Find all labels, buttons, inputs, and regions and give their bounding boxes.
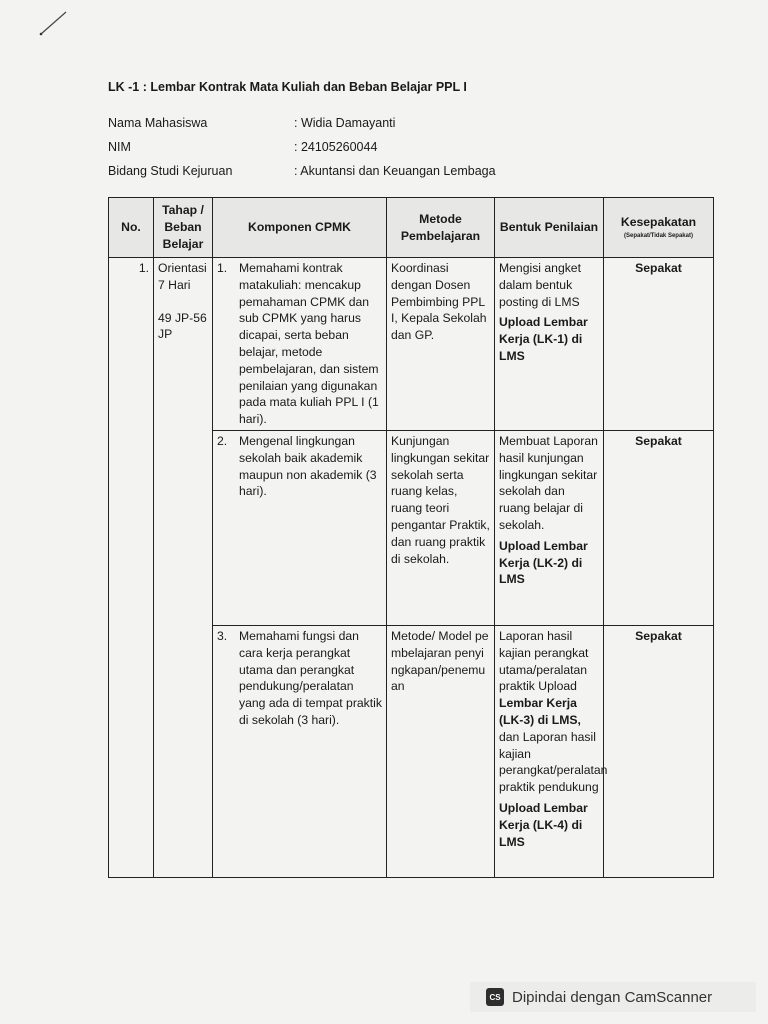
pen-stroke-mark <box>38 10 68 36</box>
bentuk-bold-text: Lembar Kerja (LK-3) di LMS, <box>499 696 581 727</box>
komponen-number: 3. <box>217 629 228 643</box>
bentuk-text: Membuat Laporan hasil kunjungan lingkungan sekitar sekolah dan ruang belajar di sekolah. <box>499 434 598 532</box>
bentuk-text: Laporan hasil kajian perangkat utama/peralatan praktik Upload <box>499 629 589 694</box>
header-kesepakatan-label: Kesepakatan <box>620 214 697 229</box>
bentuk-text: dan Laporan hasil kajian perangkat/peralatan praktik pendukung <box>499 729 608 795</box>
komponen-cell <box>213 258 387 431</box>
bentuk-upload-text: Upload Lembar Kerja (LK-1) di LMS <box>499 315 588 363</box>
metode-cell: Koordinasi dengan Dosen Pembimbing PPL I, Kepala Sekolah dan GP. <box>387 258 495 431</box>
info-value: : 24105260044 <box>294 140 378 154</box>
komponen-number: 2. <box>217 434 228 448</box>
info-value: : Akuntansi dan Keuangan Lembaga <box>294 164 496 178</box>
bentuk-cell <box>495 258 604 431</box>
info-label: NIM <box>108 140 131 154</box>
bentuk-text: Mengisi angket dalam bentuk posting di LMS <box>499 261 581 309</box>
kesepakatan-cell: Sepakat <box>604 258 714 431</box>
tahap-text: 49 JP-56 <box>158 310 207 325</box>
header-tahap: Tahap / Beban Belajar <box>154 198 213 258</box>
kesepakatan-cell: Sepakat <box>604 431 714 626</box>
header-kesepakatan-sub: (Sepakat/Tidak Sepakat) <box>624 233 693 240</box>
tahap-text: 7 Hari <box>158 277 191 292</box>
tahap-text: Orientasi <box>158 261 207 275</box>
camscanner-text: Dipindai dengan CamScanner <box>512 988 713 1006</box>
row-number: 1. <box>109 258 154 878</box>
document-title: LK -1 : Lembar Kontrak Mata Kuliah dan Beban Belajar PPL I <box>108 80 467 94</box>
komponen-text: Memahami fungsi dan cara kerja perangkat utama dan perangkat pendukung/peralatan yang ada di tempat praktik di sekolah (3 hari). <box>239 629 382 727</box>
kesepakatan-cell: Sepakat <box>604 626 714 878</box>
bentuk-upload-text: Upload Lembar Kerja (LK-4) di LMS <box>499 800 588 849</box>
info-value: : Widia Damayanti <box>294 116 396 130</box>
bentuk-cell <box>495 431 604 626</box>
info-label: Nama Mahasiswa <box>108 116 208 130</box>
contract-table <box>108 197 714 878</box>
table-row <box>109 258 714 431</box>
komponen-number: 1. <box>217 261 228 275</box>
camscanner-watermark <box>470 982 756 1012</box>
komponen-text: Mengenal lingkungan sekolah baik akademik maupun non akademik (3 hari). <box>239 434 377 499</box>
tahap-text: JP <box>158 327 173 342</box>
header-kesepakatan <box>604 198 714 258</box>
table-header-row <box>109 198 714 258</box>
header-bentuk: Bentuk Penilaian <box>495 198 604 258</box>
camscanner-logo-icon: CS <box>486 988 504 1006</box>
header-no: No. <box>109 198 154 258</box>
info-label: Bidang Studi Kejuruan <box>108 164 233 178</box>
komponen-cell <box>213 431 387 626</box>
komponen-cell <box>213 626 387 878</box>
bentuk-cell <box>495 626 608 878</box>
komponen-text: Memahami kontrak matakuliah: mencakup pemahaman CPMK dan sub CPMK yang harus dicapai, serta beban belajar, metode pembelajaran, dan sistem penilaian yang digunakan pada mata kuliah PPL I (1 hari). <box>239 261 379 427</box>
tahap-cell <box>154 258 213 878</box>
bentuk-upload-text: Upload Lembar Kerja (LK-2) di LMS <box>499 538 588 587</box>
header-komponen: Komponen CPMK <box>213 198 387 258</box>
header-metode: Metode Pembelajaran <box>387 198 495 258</box>
metode-cell: Kunjungan lingkungan sekitar sekolah serta ruang kelas, ruang teori pengantar Praktik, dan ruang praktik di sekolah. <box>387 431 495 626</box>
metode-cell: Metode/ Model pembelajaran penyingkapan/penemuan <box>387 626 495 878</box>
